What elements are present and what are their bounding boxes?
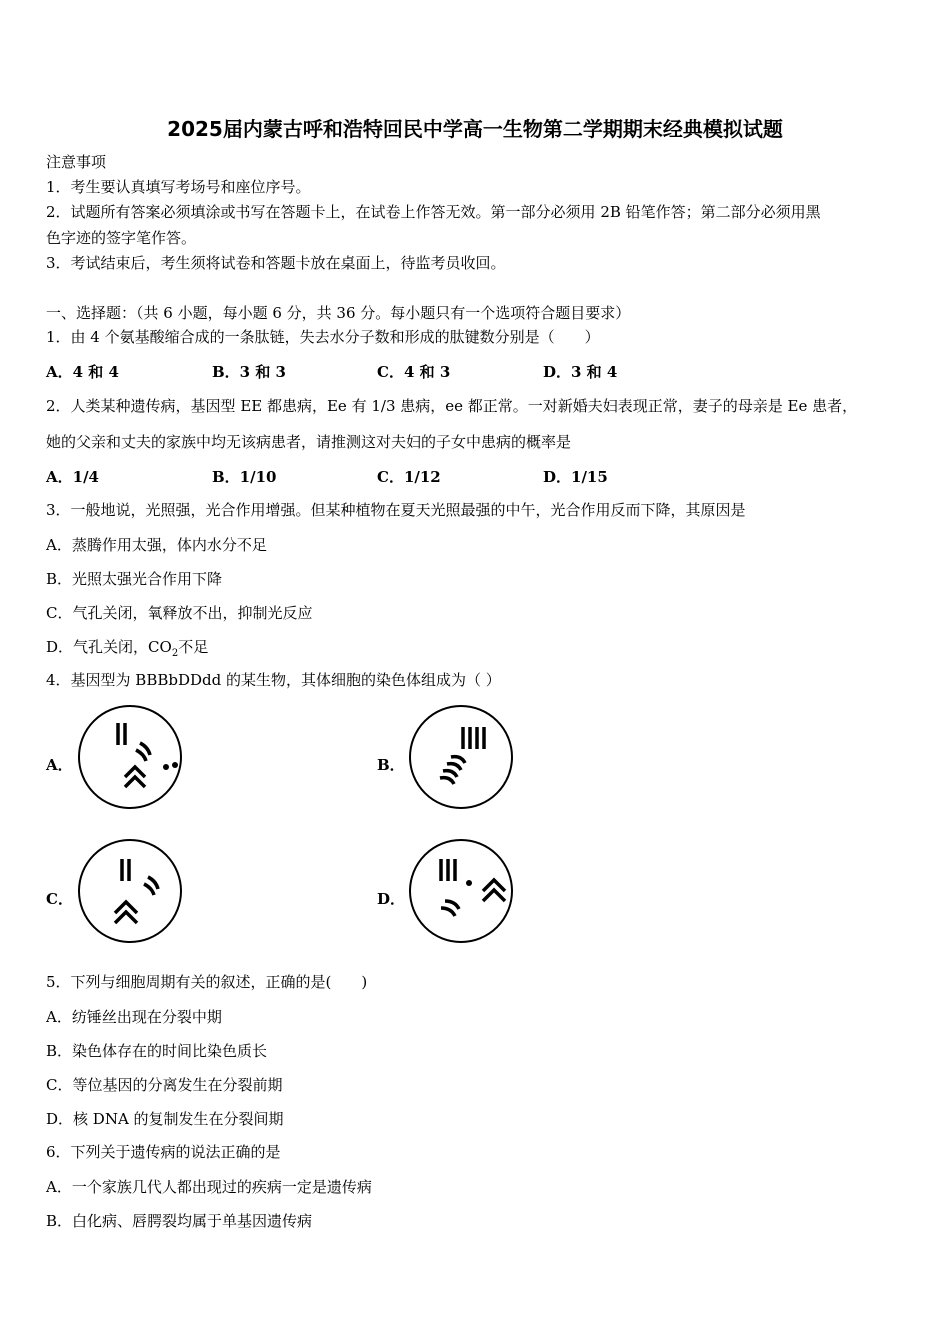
q4-figure-a[interactable] xyxy=(76,703,184,811)
q4-option-c-label[interactable]: C． xyxy=(46,890,73,908)
q6-option-a[interactable]: A．一个家族几代人都出现过的疾病一定是遗传病 xyxy=(46,1178,372,1196)
question-3-stem: 3．一般地说，光照强，光合作用增强。但某种植物在夏天光照最强的中午，光合作用反而下降，其原因是 xyxy=(46,501,746,519)
q4-figure-c[interactable] xyxy=(76,837,184,945)
q2-option-d[interactable]: D．1/15 xyxy=(543,468,608,486)
notice-item-1: 1．考生要认真填写考场号和座位序号。 xyxy=(46,178,311,196)
q1-option-d[interactable]: D．3 和 4 xyxy=(543,363,618,381)
q3-option-c[interactable]: C．气孔关闭，氧释放不出，抑制光反应 xyxy=(46,604,313,622)
q1-option-a[interactable]: A．4 和 4 xyxy=(46,363,119,381)
cell-circle xyxy=(79,840,181,942)
chromosome-pair-v xyxy=(115,902,137,923)
notice-item-3: 3．考试结束后，考生须将试卷和答题卡放在桌面上，待监考员收回。 xyxy=(46,254,506,272)
q3-option-d-tail: 不足 xyxy=(178,638,209,656)
notice-heading: 注意事项 xyxy=(46,153,107,171)
cell-circle xyxy=(79,706,181,808)
q4-option-a-label[interactable]: A． xyxy=(46,756,73,774)
question-2-stem: 2．人类某种遗传病，基因型 EE 都患病，Ee 有 1/3 患病，ee 都正常。一对新婚夫妇表现正常，妻子的母亲是 Ee 患者， xyxy=(46,397,858,415)
q2-option-b[interactable]: B．1/10 xyxy=(212,468,277,486)
section-heading: 一、选择题：（共 6 小题，每小题 6 分，共 36 分。每小题只有一个选项符合题目要求） xyxy=(46,304,631,322)
chromosome-pair-curved xyxy=(144,877,158,895)
notice-item-2: 2．试题所有答案必须填涂或书写在答题卡上，在试卷上作答无效。第一部分必须用 2B 铅笔作答；第二部分必须用黑 xyxy=(46,203,821,221)
question-4-stem: 4．基因型为 BBBbDDdd 的某生物，其体细胞的染色体组成为（ ） xyxy=(46,671,501,689)
q1-option-c[interactable]: C．4 和 3 xyxy=(377,363,451,381)
chromosome-pair-v xyxy=(125,767,145,787)
co2-subscript: 2 xyxy=(171,648,179,659)
q5-option-d[interactable]: D．核 DNA 的复制发生在分裂间期 xyxy=(46,1110,284,1128)
q3-option-b[interactable]: B．光照太强光合作用下降 xyxy=(46,570,223,588)
q4-figure-b[interactable] xyxy=(407,703,515,811)
q4-figure-d[interactable] xyxy=(407,837,515,945)
exam-title: 2025届内蒙古呼和浩特回民中学高一生物第二学期期末经典模拟试题 xyxy=(167,117,783,141)
question-5-stem: 5．下列与细胞周期有关的叙述，正确的是( ) xyxy=(46,973,368,991)
q2-option-a[interactable]: A．1/4 xyxy=(46,468,99,486)
q4-option-d-label[interactable]: D． xyxy=(377,890,406,908)
q3-option-a[interactable]: A．蒸腾作用太强，体内水分不足 xyxy=(46,536,267,554)
chromosome-pair-v xyxy=(483,880,505,901)
question-6-stem: 6．下列关于遗传病的说法正确的是 xyxy=(46,1143,281,1161)
q5-option-a[interactable]: A．纺锤丝出现在分裂中期 xyxy=(46,1008,222,1026)
chromosome-pair-curved xyxy=(441,901,459,916)
q3-option-d[interactable] xyxy=(46,636,208,659)
chromosome-pair-straight xyxy=(122,859,129,881)
question-2-stem-cont: 她的父亲和丈夫的家族中均无该病患者，请推测这对夫妇的子女中患病的概率是 xyxy=(46,433,572,451)
q4-option-b-label[interactable]: B． xyxy=(377,756,405,774)
chromosome-dot xyxy=(163,764,169,770)
chromosome-group-curved xyxy=(440,757,465,784)
chromosome-group-straight xyxy=(463,727,484,749)
chromosome-pair-straight xyxy=(118,723,125,745)
q1-option-b[interactable]: B．3 和 3 xyxy=(212,363,286,381)
notice-item-2-cont: 色字迹的签字笔作答。 xyxy=(46,229,197,247)
q5-option-b[interactable]: B．染色体存在的时间比染色质长 xyxy=(46,1042,268,1060)
chromosome-pair-curved xyxy=(136,743,150,761)
chromosome-group-straight xyxy=(441,859,455,881)
q6-option-b[interactable]: B．白化病、唇腭裂均属于单基因遗传病 xyxy=(46,1212,313,1230)
chromosome-dot xyxy=(466,880,472,886)
chromosome-dot xyxy=(172,762,178,768)
question-1-stem: 1．由 4 个氨基酸缩合成的一条肽链，失去水分子数和形成的肽键数分别是（ ） xyxy=(46,328,600,346)
q5-option-c[interactable]: C．等位基因的分离发生在分裂前期 xyxy=(46,1076,283,1094)
q2-option-c[interactable]: C．1/12 xyxy=(377,468,441,486)
q3-option-d-text: D．气孔关闭，CO xyxy=(46,638,172,656)
